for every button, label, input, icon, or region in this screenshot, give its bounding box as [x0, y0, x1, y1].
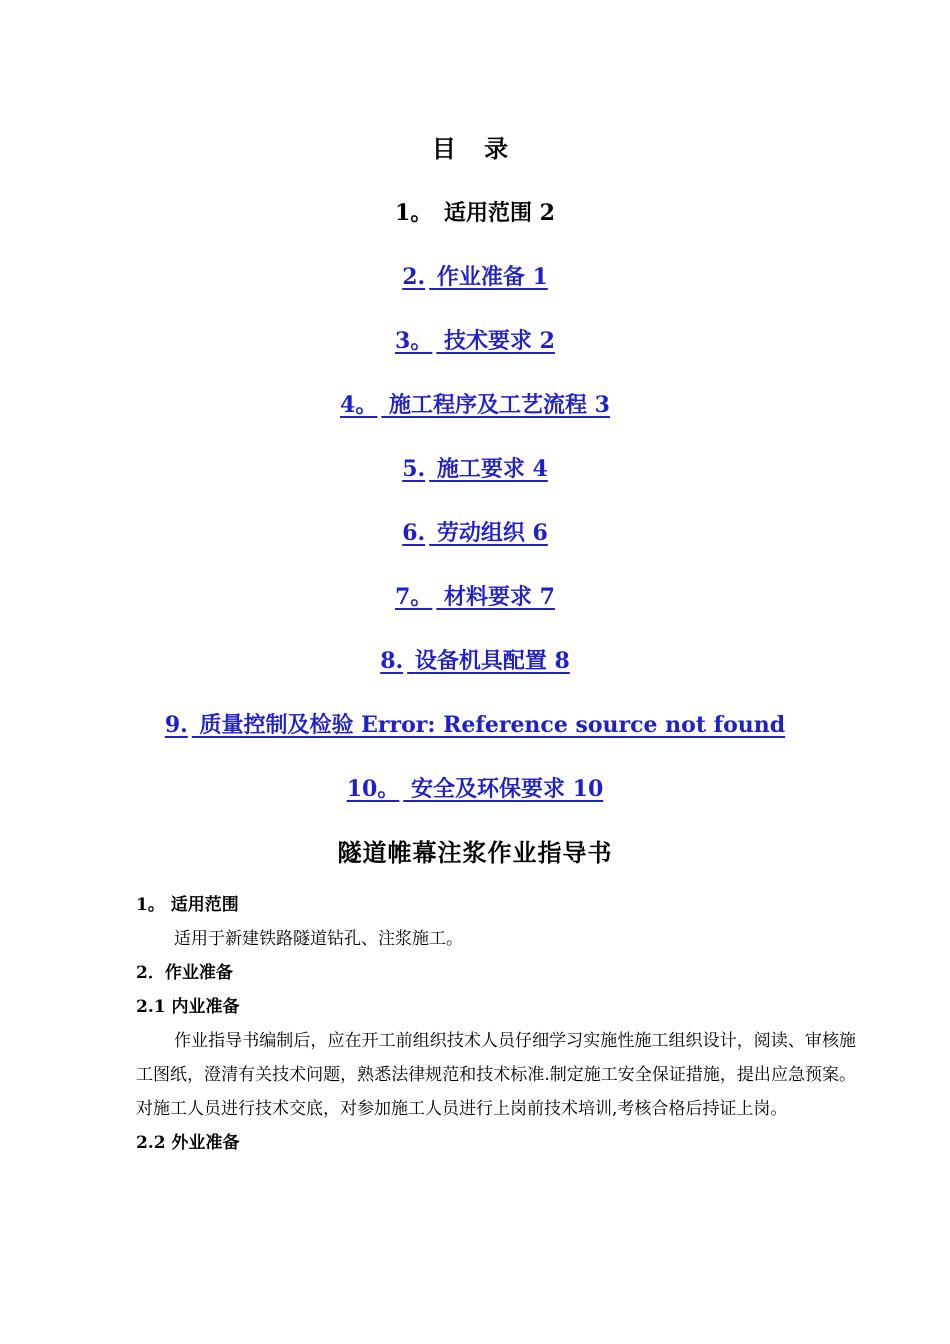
- toc-title: 目 录: [431, 134, 519, 163]
- toc-label: 施工要求 4: [436, 456, 548, 482]
- toc-entry-scope: [395, 200, 555, 226]
- section-paragraph: 适用于新建铁路隧道钻孔、注浆施工。: [174, 929, 463, 949]
- toc-item-5[interactable]: [0, 452, 950, 516]
- toc-item-7[interactable]: [0, 580, 950, 644]
- toc-number: 9.: [164, 712, 188, 738]
- toc-label: 适用范围 2: [444, 200, 555, 226]
- toc-number: 10。: [346, 776, 400, 802]
- subsection-heading: 2.1 内业准备: [136, 997, 240, 1017]
- section-heading: 1。 适用范围: [136, 895, 239, 915]
- toc-number: 4。: [340, 392, 378, 418]
- toc-label: 技术要求 2: [444, 328, 555, 354]
- toc-item-4[interactable]: [0, 388, 950, 452]
- toc-link-construction-requirements[interactable]: [402, 456, 548, 482]
- toc-link-safety-environment[interactable]: [347, 776, 604, 802]
- toc-item-10[interactable]: [0, 772, 950, 836]
- toc-item-9[interactable]: [0, 708, 950, 772]
- toc-link-preparation[interactable]: [402, 264, 548, 290]
- table-of-contents: [0, 196, 950, 836]
- toc-link-labor-organization[interactable]: [402, 520, 548, 546]
- toc-link-procedure-flow[interactable]: [340, 392, 610, 418]
- toc-item-8[interactable]: [0, 644, 950, 708]
- toc-number: 5.: [402, 456, 426, 482]
- toc-number: 2.: [402, 264, 426, 290]
- toc-item-2[interactable]: [0, 260, 950, 324]
- section-paragraph: 作业指导书编制后，应在开工前组织技术人员仔细学习实施性施工组织设计，阅读、审核施工图纸，澄清有关技术问题，熟悉法律规范和技术标准.制定施工安全保证措施，提出应急预案。对施工人员进行技术交底，对参加施工人员进行上岗前技术培训,考核合格后持证上岗。: [136, 1031, 856, 1119]
- toc-label: 劳动组织 6: [436, 520, 548, 546]
- toc-label: 设备机具配置 8: [414, 648, 570, 674]
- toc-label: 安全及环保要求 10: [411, 776, 604, 802]
- document-body: [136, 888, 856, 1160]
- toc-link-material-requirements[interactable]: [395, 584, 555, 610]
- toc-label: 质量控制及检验 Error: Reference source not found: [199, 712, 786, 738]
- toc-number: 6.: [402, 520, 426, 546]
- toc-label: 施工程序及工艺流程 3: [389, 392, 610, 418]
- toc-number: 3。: [395, 328, 433, 354]
- document-title: 隧道帷幕注浆作业指导书: [337, 838, 613, 867]
- toc-link-technical-requirements[interactable]: [395, 328, 555, 354]
- toc-link-quality-control[interactable]: [165, 712, 785, 738]
- toc-link-equipment[interactable]: [380, 648, 570, 674]
- toc-number: 7。: [395, 584, 433, 610]
- toc-item-6[interactable]: [0, 516, 950, 580]
- section-heading: 2．作业准备: [136, 963, 233, 983]
- toc-number: 8.: [380, 648, 404, 674]
- toc-label: 材料要求 7: [444, 584, 555, 610]
- toc-number: 1。: [395, 200, 433, 226]
- toc-label: 作业准备 1: [436, 264, 548, 290]
- subsection-heading: 2.2 外业准备: [136, 1133, 240, 1153]
- toc-item-3[interactable]: [0, 324, 950, 388]
- toc-item-1: [0, 196, 950, 260]
